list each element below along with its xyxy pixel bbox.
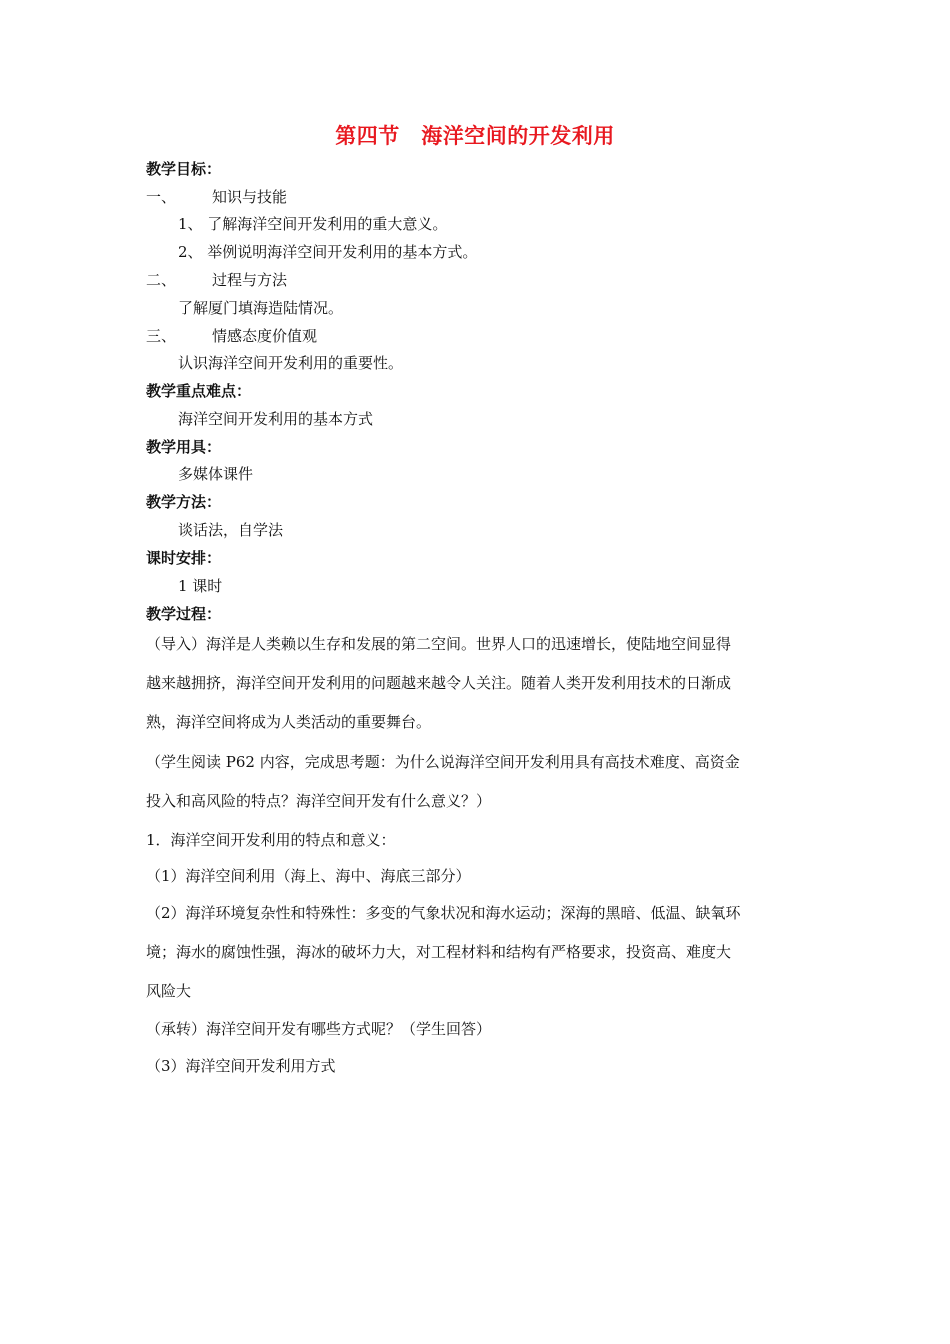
intro-paragraph [146, 625, 811, 742]
reading-line: 投入和高风险的特点？海洋空间开发有什么意义？） [146, 792, 492, 810]
section3-label: 情感态度价值观 [212, 327, 318, 345]
objective-item-1: 1、 了解海洋空间开发利用的重大意义。 [178, 215, 448, 233]
section1-label: 知识与技能 [212, 188, 288, 206]
transition-paragraph [146, 1010, 811, 1049]
objectives-heading: 教学目标： [146, 160, 222, 178]
schedule-heading: 课时安排： [146, 549, 222, 567]
sub-point-2-line: （2）海洋环境复杂性和特殊性：多变的气象状况和海水运动；深海的黑暗、低温、缺氧环 [146, 904, 741, 922]
transition-text: （承转）海洋空间开发有哪些方式呢？（学生回答） [146, 1020, 492, 1038]
section3-number: 三、 [146, 327, 177, 345]
sub-point-2 [146, 894, 811, 1011]
reading-paragraph [146, 743, 811, 821]
process-heading: 教学过程： [146, 605, 222, 623]
schedule-text: 1 课时 [178, 577, 223, 595]
tools-text: 多媒体课件 [178, 465, 254, 483]
intro-line: （导入）海洋是人类赖以生存和发展的第二空间。世界人口的迅速增长，使陆地空间显得 [146, 635, 732, 653]
reading-line: （学生阅读 P62 内容，完成思考题：为什么说海洋空间开发利用具有高技术难度、高资金 [146, 753, 740, 771]
intro-line: 越来越拥挤，海洋空间开发利用的问题越来越令人关注。随着人类开发利用技术的日渐成 [146, 674, 732, 692]
section2-label: 过程与方法 [212, 271, 288, 289]
section2-text: 了解厦门填海造陆情况。 [178, 299, 344, 317]
point-1-text: 1．海洋空间开发利用的特点和意义： [146, 831, 396, 849]
sub-point-3-text: （3）海洋空间开发利用方式 [146, 1057, 336, 1075]
method-heading: 教学方法： [146, 493, 222, 511]
sub-point-1 [146, 857, 811, 896]
method-text: 谈话法，自学法 [178, 521, 284, 539]
page-title: 第四节 海洋空间的开发利用 [335, 124, 615, 148]
sub-point-2-line: 风险大 [146, 982, 192, 1000]
intro-line: 熟，海洋空间将成为人类活动的重要舞台。 [146, 713, 432, 731]
sub-point-2-line: 境；海水的腐蚀性强，海冰的破坏力大，对工程材料和结构有严格要求，投资高、难度大 [146, 943, 732, 961]
tools-heading: 教学用具： [146, 438, 222, 456]
sub-point-3 [146, 1047, 811, 1086]
section1-number: 一、 [146, 188, 177, 206]
section3-text: 认识海洋空间开发利用的重要性。 [178, 354, 404, 372]
key-points-text: 海洋空间开发利用的基本方式 [178, 410, 374, 428]
key-points-heading: 教学重点难点： [146, 382, 252, 400]
section2-number: 二、 [146, 271, 177, 289]
objective-item-2: 2、 举例说明海洋空间开发利用的基本方式。 [178, 243, 478, 261]
point-1 [146, 821, 811, 860]
sub-point-1-text: （1）海洋空间利用（海上、海中、海底三部分） [146, 867, 471, 885]
